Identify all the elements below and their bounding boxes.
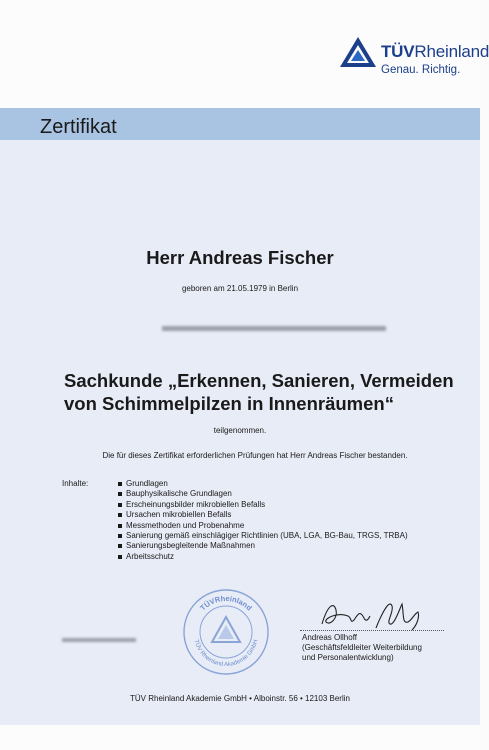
list-item: Bauphysikalische Grundlagen (118, 489, 408, 499)
triangle-logo-icon (339, 36, 377, 68)
tuv-logo (339, 36, 489, 86)
signatory-name: Andreas Ollhoff (302, 633, 357, 642)
recipient-name: Herr Andreas Fischer (146, 247, 334, 268)
participation-text: teilgenommen. (213, 426, 267, 435)
list-item: Ursachen mikrobiellen Befalls (118, 510, 408, 520)
signatory-role-2: und Personalentwicklung) (302, 653, 394, 662)
birth-info: geboren am 21.05.1979 in Berlin (181, 284, 299, 293)
footer-address: TÜV Rheinland Akademie GmbH • Alboinstr. 56 • 12103 Berlin (130, 694, 350, 703)
contents-label: Inhalte: (62, 479, 89, 488)
list-item: Messmethoden und Probenahme (118, 521, 408, 531)
seal-top-text: TÜVRheinland (198, 593, 254, 613)
signature-line (300, 630, 444, 631)
logo-wordmark: TÜVRheinland (381, 42, 489, 61)
svg-text:TÜVRheinland (198, 594, 254, 613)
course-title-line1: Sachkunde „Erkennen, Sanieren, Vermeiden (64, 370, 454, 391)
course-title (64, 369, 480, 415)
page-title: Zertifikat (40, 116, 117, 138)
list-item: Sanierungsbegleitende Maßnahmen (118, 541, 408, 551)
course-title-line2: von Schimmelpilzen in Innenräumen“ (64, 393, 394, 414)
signatory-block (302, 633, 422, 663)
logo-tagline: Genau. Richtig. (381, 64, 461, 76)
list-item: Sanierung gemäß einschlägiger Richtlinien (UBA, LGA, BG-Bau, TRGS, TRBA) (118, 531, 408, 541)
signatory-role-1: (Geschäftsfeldleiter Weiterbildung (302, 643, 422, 652)
signature-icon (314, 598, 434, 632)
list-item: Arbeitsschutz (118, 552, 408, 562)
exam-passed-text: Die für dieses Zertifikat erforderlichen Prüfungen hat Herr Andreas Fischer bestanden. (102, 451, 408, 460)
seal-stamp-icon (182, 588, 270, 676)
contents-list (118, 479, 408, 562)
seal-bottom-text: TÜV Rheinland Akademie GmbH (192, 639, 260, 669)
list-item: Grundlagen (118, 479, 408, 489)
redacted-field (162, 326, 386, 331)
list-item: Erscheinungsbilder mikrobiellen Befalls (118, 500, 408, 510)
redacted-field (62, 638, 136, 642)
